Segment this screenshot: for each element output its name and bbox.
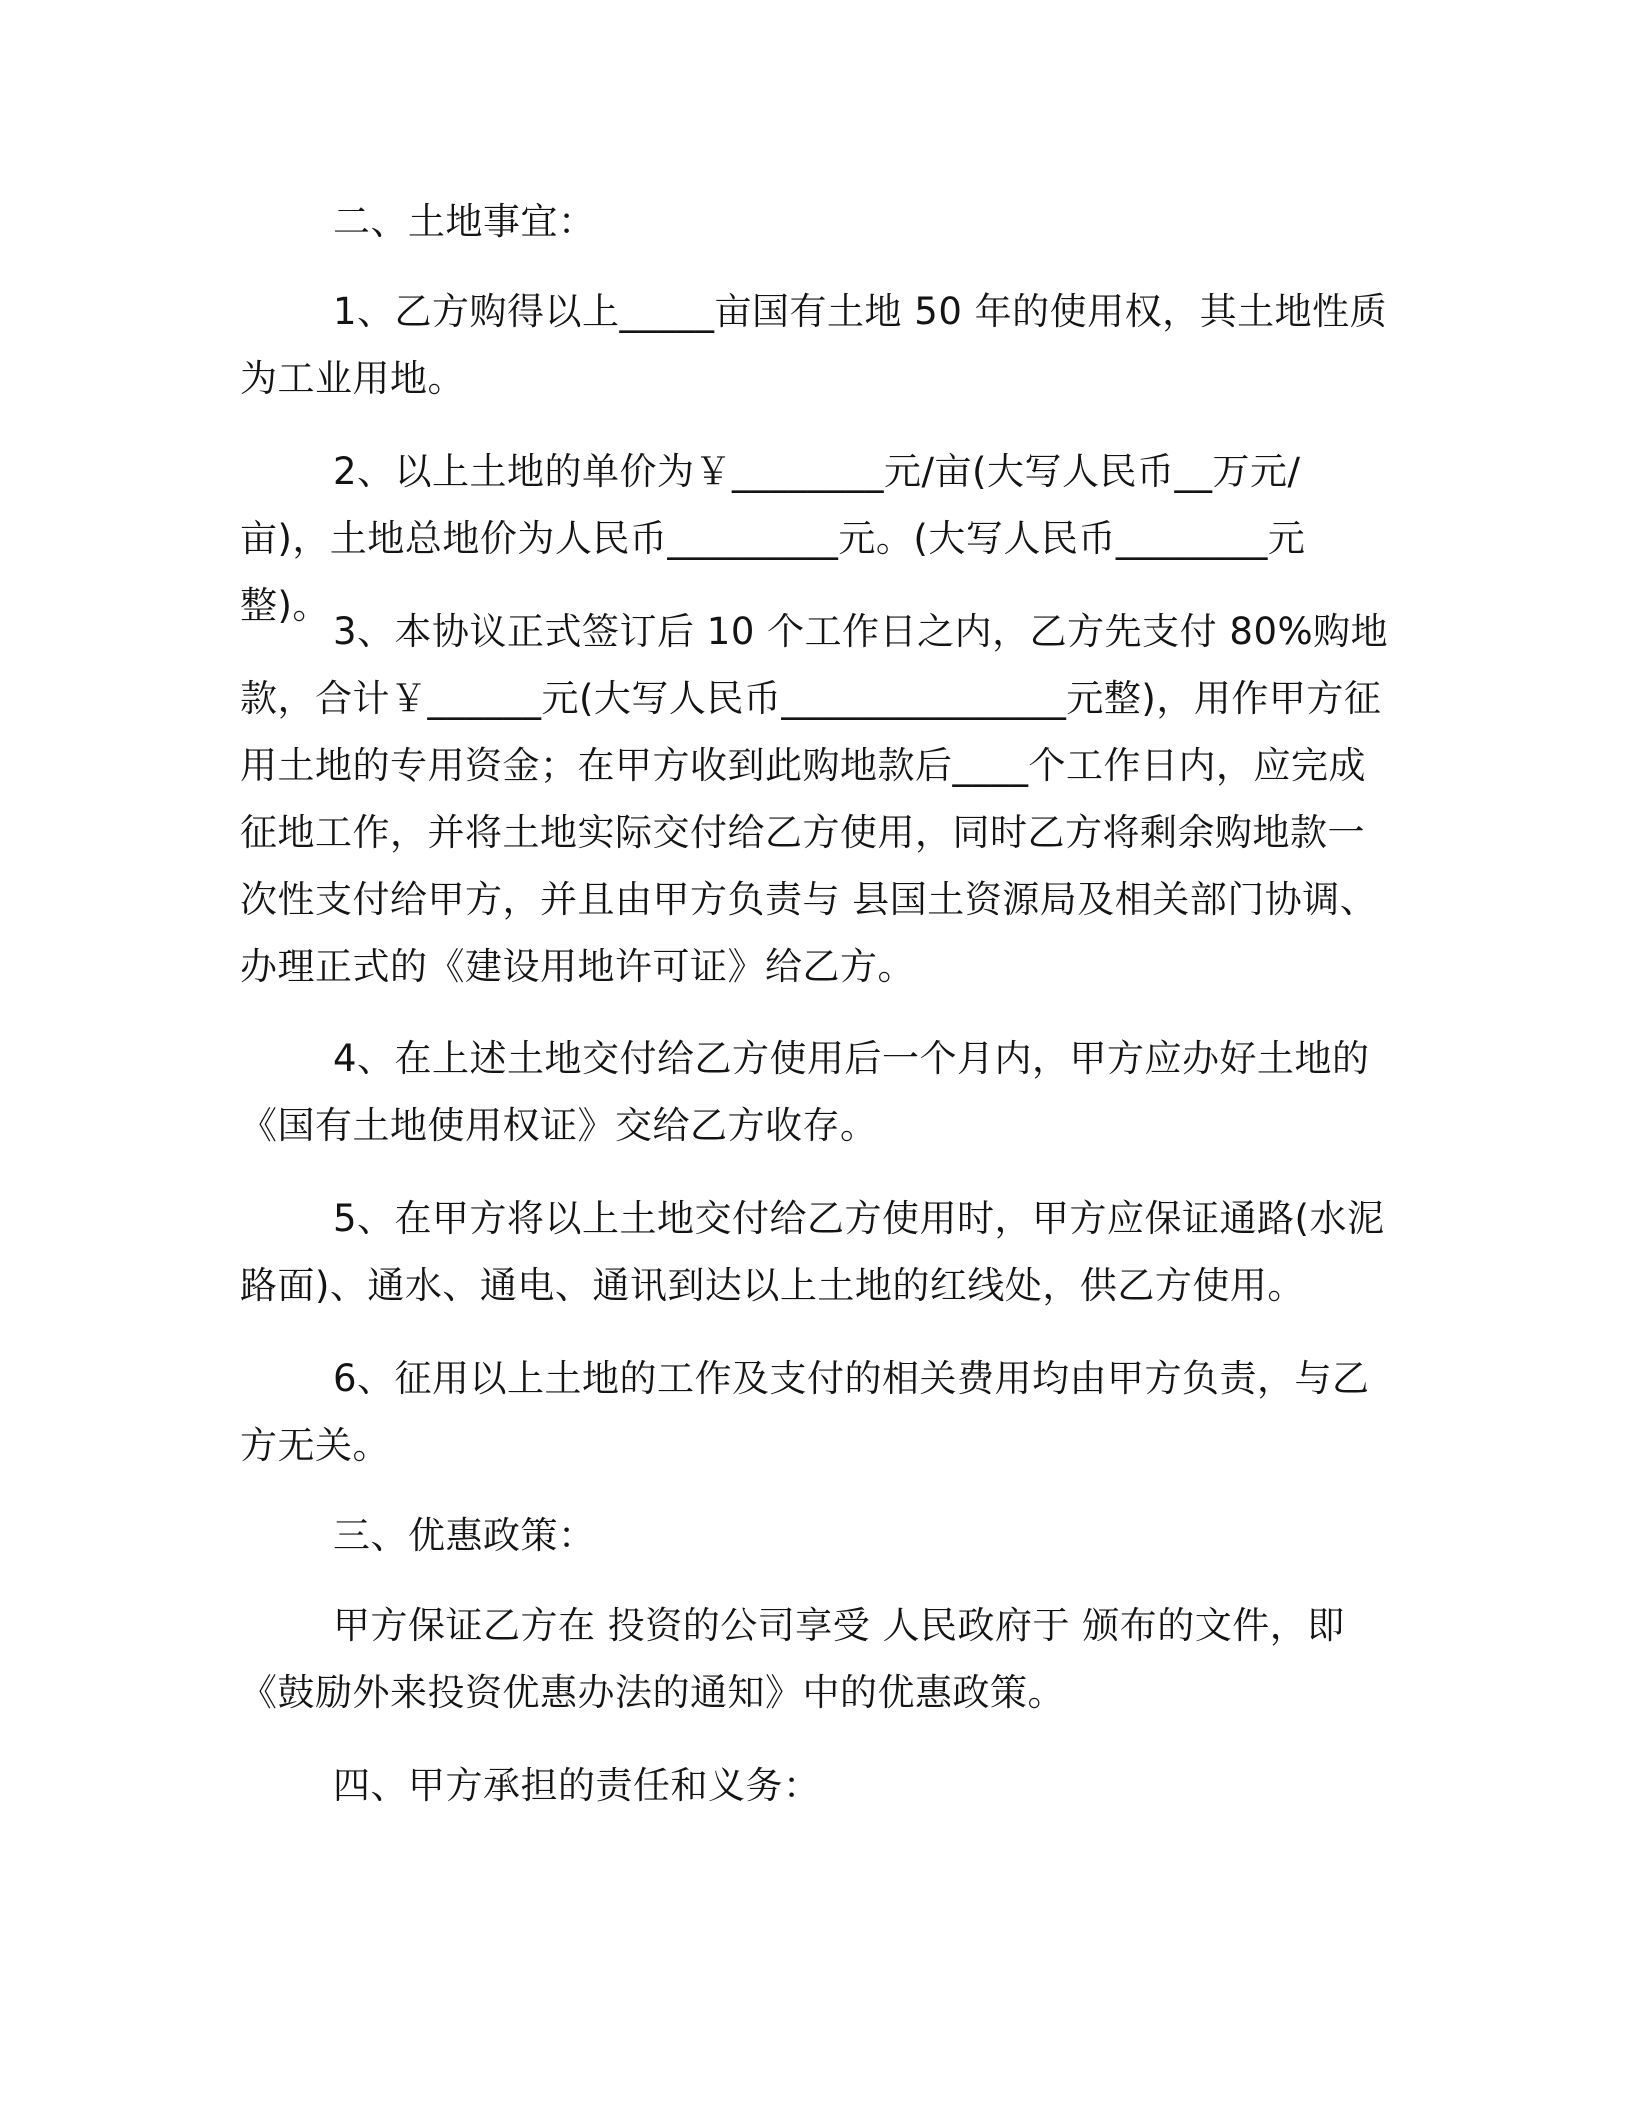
clause-1: 1、乙方购得以上_____亩国有土地 50 年的使用权，其土地性质为工业用地。 [240,290,1388,400]
clause-5: 5、在甲方将以上土地交付给乙方使用时，甲方应保证通路(水泥路面)、通水、通电、通讯到达以上土地的红线处，供乙方使用。 [240,1197,1385,1307]
clause-4: 4、在上述土地交付给乙方使用后一个月内，甲方应办好土地的《国有土地使用权证》交给乙方收存。 [240,1037,1370,1147]
section-heading-preferential-policy: 三、优惠政策： [333,1514,596,1557]
preferential-policy-text: 甲方保证乙方在 投资的公司享受 人民政府于 颁布的文件，即《鼓励外来投资优惠办法的通知》中的优惠政策。 [240,1604,1345,1714]
section-heading-land-matters: 二、土地事宜： [333,200,596,243]
clause-2: 2、以上土地的单价为￥________元/亩(大写人民币__万元/亩)，土地总地价为人民币_________元。(大写人民币________元整)。 [240,450,1306,627]
section-heading-party-a-obligations: 四、甲方承担的责任和义务： [333,1764,821,1807]
clause-3: 3、本协议正式签订后 10 个工作日之内，乙方先支付 80%购地款，合计￥______元(大写人民币_______________元整)，用作甲方征用土地的专用资金；在甲方收到此购地款后____个工作日内，应完成征地工作，并将土地实际交付给乙方使用，同时乙方将剩余购地款一次性支付给甲方，并且由甲方负责与 县国土资源局及相关部门协调、办理正式的《建设用地许可证》给乙方。 [240,610,1389,988]
clause-6: 6、征用以上土地的工作及支付的相关费用均由甲方负责，与乙方无关。 [240,1357,1370,1467]
